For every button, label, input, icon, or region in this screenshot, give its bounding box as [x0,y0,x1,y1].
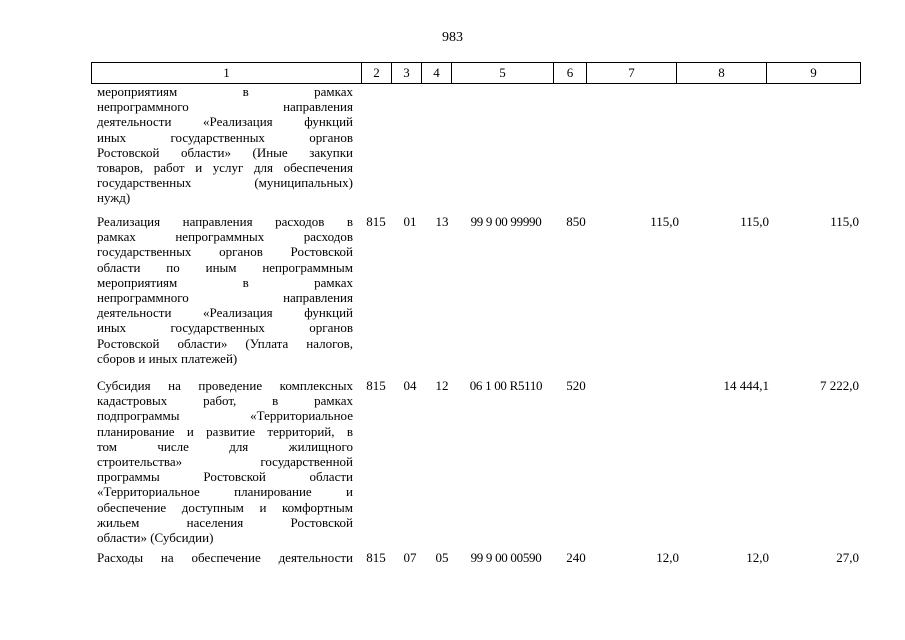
description-line: Реализация направления расходов в [97,214,353,229]
cell-amount-col8: 12,0 [746,550,769,565]
description-line: сборов и иных платежей) [97,350,238,366]
column-header: 9 [767,63,861,84]
description-line: рамках непрограммных расходов [97,229,353,245]
description-line: строительства» государственной [97,453,353,469]
column-header-table [91,62,861,84]
description-line: непрограммного направления [97,289,353,305]
row-description [97,550,353,565]
description-line: иных государственных органов [97,129,353,145]
column-header: 6 [554,63,587,84]
description-line: непрограммного направления [97,99,353,115]
cell-ministry-code: 815 [366,214,386,229]
cell-expense-type: 520 [566,378,586,393]
cell-amount-col9: 27,0 [836,550,859,565]
cell-section: 01 [403,214,417,229]
cell-section: 07 [403,550,417,565]
description-line: деятельности «Реализация функций [97,114,353,130]
column-header: 5 [452,63,554,84]
cell-amount-col8: 115,0 [740,214,769,229]
row-description [97,378,353,545]
description-line: кадастровых работ, в рамках [97,393,353,409]
cell-section: 04 [403,378,417,393]
description-line: Субсидия на проведение комплексных [97,378,353,393]
description-line: деятельности «Реализация функций [97,305,353,321]
cell-expense-type: 240 [566,550,586,565]
description-line: области» (Субсидии) [97,529,214,545]
column-header: 3 [392,63,422,84]
description-line: обеспечение доступным и комфортным [97,499,353,515]
cell-subsection: 05 [435,550,449,565]
cell-ministry-code: 815 [366,550,386,565]
description-line: мероприятиям в рамках [97,84,353,99]
description-line: жильем населения Ростовской [97,514,353,530]
description-line: Ростовской области» (Уплата налогов, [97,335,353,351]
cell-amount-col7: 115,0 [650,214,679,229]
description-line: «Территориальное планирование и [97,484,353,500]
cell-amount-col9: 115,0 [830,214,859,229]
column-header: 2 [362,63,392,84]
cell-ministry-code: 815 [366,378,386,393]
description-line: подпрограммы «Территориальное [97,408,353,424]
cell-target-article: 06 1 00 R5110 [469,378,543,393]
column-header: 7 [587,63,677,84]
cell-amount-col7: 12,0 [656,550,679,565]
description-line: Расходы на обеспечение деятельности [97,550,353,565]
cell-amount-col9: 7 222,0 [820,378,859,393]
description-line: планирование и развитие территорий, в [97,423,353,439]
description-line: области по иным непрограммным [97,259,353,275]
page-number: 983 [442,30,463,45]
column-header: 1 [92,63,362,84]
column-header-row [92,63,861,84]
description-line: Ростовской области» (Иные закупки [97,144,353,160]
column-header: 4 [422,63,452,84]
cell-target-article: 99 9 00 00590 [470,550,542,565]
column-header: 8 [677,63,767,84]
description-line: том числе для жилищного [97,438,353,454]
cell-subsection: 12 [435,378,449,393]
cell-expense-type: 850 [566,214,586,229]
description-line: нужд) [97,190,131,206]
row-description [97,214,353,366]
description-line: мероприятиям в рамках [97,274,353,290]
cell-amount-col8: 14 444,1 [723,378,769,393]
cell-target-article: 99 9 00 99990 [470,214,542,229]
row-description [97,84,353,206]
description-line: иных государственных органов [97,320,353,336]
description-line: государственных (муниципальных) [97,175,353,191]
cell-subsection: 13 [435,214,449,229]
description-line: программы Ростовской области [97,469,353,485]
description-line: товаров, работ и услуг для обеспечения [97,159,353,175]
description-line: государственных органов Ростовской [97,244,353,260]
